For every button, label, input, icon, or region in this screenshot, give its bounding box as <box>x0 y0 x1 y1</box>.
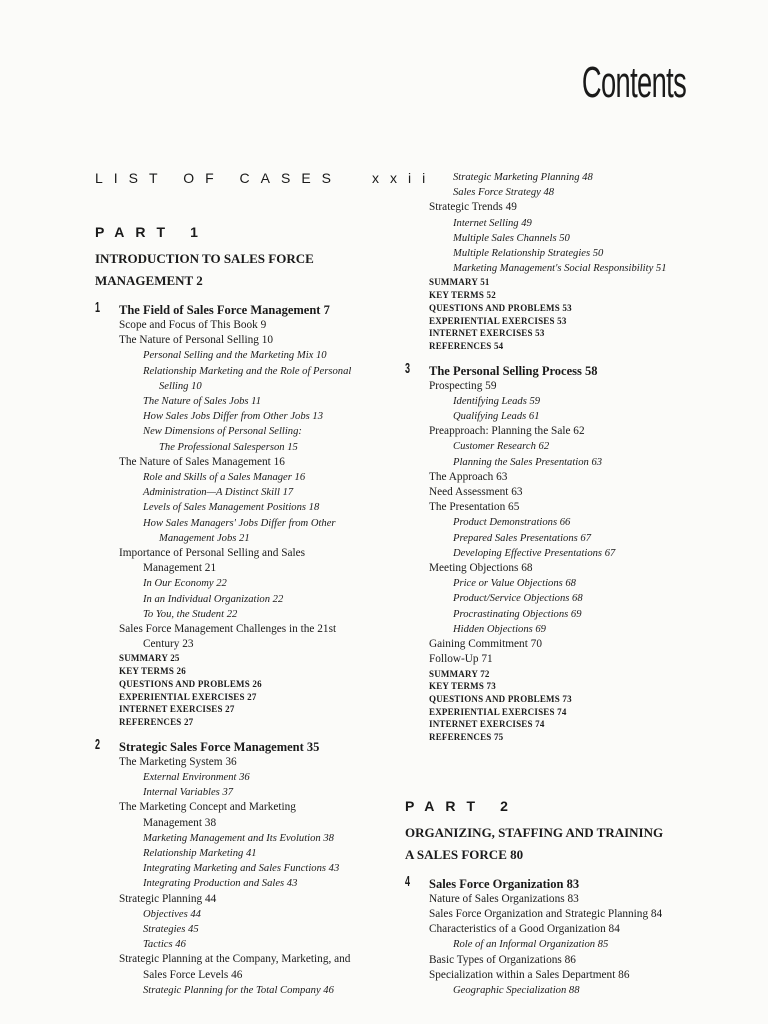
chapter-section-entry[interactable]: KEY TERMS 73 <box>429 681 496 692</box>
chapter-section-entry[interactable]: QUESTIONS AND PROBLEMS 73 <box>429 693 572 704</box>
subtopic-entry[interactable]: How Sales Jobs Differ from Other Jobs 13 <box>143 411 323 423</box>
topic-entry[interactable]: Sales Force Management Challenges in the 21st <box>119 623 337 636</box>
subtopic-entry[interactable]: Sales Force Strategy 48 <box>453 187 555 199</box>
topic-entry[interactable]: Management 38 <box>143 816 217 829</box>
chapter-number: 1 <box>95 299 101 316</box>
chapter-title: Sales Force Organization 83 <box>429 876 580 891</box>
topic-entry[interactable]: The Nature of Sales Management 16 <box>119 455 285 468</box>
chapter-section-entry[interactable]: SUMMARY 72 <box>429 668 490 679</box>
topic-entry[interactable]: Strategic Trends 49 <box>429 201 517 214</box>
subtopic-entry[interactable]: Price or Value Objections 68 <box>453 578 576 590</box>
chapter-title: The Field of Sales Force Management 7 <box>119 303 330 317</box>
part-title: MANAGEMENT 2 <box>95 273 203 288</box>
subtopic-entry[interactable]: Multiple Relationship Strategies 50 <box>453 248 604 260</box>
subtopic-entry[interactable]: Hidden Objections 69 <box>453 623 546 635</box>
part-title: INTRODUCTION TO SALES FORCE <box>95 251 314 266</box>
subtopic-entry[interactable]: The Nature of Sales Jobs 11 <box>143 396 261 408</box>
topic-entry[interactable]: The Marketing System 36 <box>119 755 237 768</box>
subtopic-entry[interactable]: Geographic Specialization 88 <box>453 984 580 996</box>
chapter-title: The Personal Selling Process 58 <box>429 363 598 378</box>
subtopic-entry[interactable]: Management Jobs 21 <box>159 532 250 544</box>
subtopic-entry[interactable]: Prepared Sales Presentations 67 <box>453 532 591 544</box>
subtopic-entry[interactable]: New Dimensions of Personal Selling: <box>143 426 302 438</box>
topic-entry[interactable]: Management 21 <box>143 562 217 575</box>
subtopic-entry[interactable]: In an Individual Organization 22 <box>143 593 284 605</box>
subtopic-entry[interactable]: Tactics 46 <box>143 939 186 951</box>
spacer <box>405 744 705 772</box>
topic-entry[interactable]: Specialization within a Sales Department 86 <box>429 968 630 981</box>
topic-entry[interactable]: Gaining Commitment 70 <box>429 638 542 651</box>
subtopic-entry[interactable]: Administration—A Distinct Skill 17 <box>143 487 294 499</box>
chapter-entry[interactable] <box>405 872 705 892</box>
topic-entry[interactable]: Century 23 <box>143 638 194 651</box>
chapter-number: 3 <box>405 359 411 377</box>
subtopic-entry[interactable]: Strategies 45 <box>143 923 199 935</box>
subtopic-entry[interactable]: Identifying Leads 59 <box>453 395 541 407</box>
subtopic-entry[interactable]: In Our Economy 22 <box>143 578 227 590</box>
chapter-section-entry[interactable]: INTERNET EXERCISES 27 <box>119 704 235 715</box>
subtopic-entry[interactable]: Multiple Sales Channels 50 <box>453 232 570 244</box>
topic-entry[interactable]: Importance of Personal Selling and Sales <box>119 547 306 560</box>
chapter-entry[interactable] <box>95 735 375 755</box>
subtopic-entry[interactable]: How Sales Managers' Jobs Differ from Other <box>143 517 336 529</box>
chapter-section-entry[interactable]: KEY TERMS 52 <box>429 290 496 301</box>
part-word: PART <box>95 224 177 240</box>
subtopic-entry[interactable]: Levels of Sales Management Positions 18 <box>143 502 320 514</box>
subtopic-entry[interactable]: Internal Variables 37 <box>143 787 234 799</box>
topic-entry[interactable]: Strategic Planning 44 <box>119 892 217 905</box>
spacer <box>95 186 375 198</box>
subtopic-entry[interactable]: Personal Selling and the Marketing Mix 10 <box>143 350 327 362</box>
subtopic-entry[interactable]: Qualifying Leads 61 <box>453 411 540 423</box>
subtopic-entry[interactable]: Relationship Marketing 41 <box>143 847 257 859</box>
topic-entry[interactable]: Sales Force Organization and Strategic Planning 84 <box>429 907 663 920</box>
topic-entry[interactable]: Characteristics of a Good Organization 84 <box>429 923 620 936</box>
topic-entry[interactable]: Basic Types of Organizations 86 <box>429 953 576 966</box>
chapter-entry[interactable] <box>95 299 375 318</box>
toc-left-column <box>95 170 437 998</box>
chapter-section-entry[interactable]: SUMMARY 25 <box>119 653 180 664</box>
topic-entry[interactable]: Scope and Focus of This Book 9 <box>119 319 267 331</box>
chapter-section-entry[interactable]: EXPERIENTIAL EXERCISES 74 <box>429 706 567 717</box>
chapter-section-entry[interactable]: EXPERIENTIAL EXERCISES 53 <box>429 315 567 326</box>
page-title: Contents <box>581 58 686 107</box>
topic-entry[interactable]: The Marketing Concept and Marketing <box>119 801 296 814</box>
toc-right-column <box>405 170 705 998</box>
chapter-section-entry[interactable]: INTERNET EXERCISES 74 <box>429 719 545 730</box>
subtopic-entry[interactable]: Marketing Management and Its Evolution 38 <box>143 832 334 844</box>
list-of-cases-heading <box>95 170 437 186</box>
chapter-section-entry[interactable]: REFERENCES 27 <box>119 716 194 727</box>
part-label <box>405 798 705 814</box>
subtopic-entry[interactable]: Strategic Marketing Planning 48 <box>453 172 593 183</box>
topic-entry[interactable]: The Nature of Personal Selling 10 <box>119 334 274 347</box>
subtopic-entry[interactable]: Procrastinating Objections 69 <box>453 608 582 620</box>
subtopic-entry[interactable]: Customer Research 62 <box>453 441 550 453</box>
subtopic-entry[interactable]: Developing Effective Presentations 67 <box>453 547 616 559</box>
subtopic-entry[interactable]: Role and Skills of a Sales Manager 16 <box>143 472 306 484</box>
subtopic-entry[interactable]: The Professional Salesperson 15 <box>159 441 298 453</box>
chapter-number: 4 <box>405 872 411 890</box>
part-title: ORGANIZING, STAFFING AND TRAINING <box>405 824 664 840</box>
topic-entry[interactable]: Strategic Planning at the Company, Marketing, and <box>119 953 351 966</box>
subtopic-entry[interactable]: Strategic Planning for the Total Company 46 <box>143 984 334 996</box>
subtopic-entry[interactable]: Selling 10 <box>159 380 202 392</box>
subtopic-entry[interactable]: Role of an Informal Organization 85 <box>453 939 609 951</box>
heading-text: LIST OF CASES <box>95 170 342 186</box>
part-title: A SALES FORCE 80 <box>405 846 524 862</box>
subtopic-entry[interactable]: External Environment 36 <box>143 771 250 783</box>
chapter-title: Strategic Sales Force Management 35 <box>119 739 320 754</box>
topic-entry[interactable]: Follow-Up 71 <box>429 653 493 666</box>
subtopic-entry[interactable]: To You, the Student 22 <box>143 608 238 620</box>
subtopic-entry[interactable]: Internet Selling 49 <box>453 217 532 229</box>
chapter-entry[interactable] <box>405 359 705 379</box>
topic-entry[interactable]: Prospecting 59 <box>429 379 497 392</box>
chapter-section-entry[interactable]: REFERENCES 54 <box>429 340 504 351</box>
subtopic-entry[interactable]: Planning the Sales Presentation 63 <box>453 456 603 468</box>
topic-entry[interactable]: Sales Force Levels 46 <box>143 968 243 981</box>
topic-entry[interactable]: The Approach 63 <box>429 470 508 483</box>
subtopic-entry[interactable]: Integrating Marketing and Sales Functions 43 <box>143 863 340 875</box>
subtopic-entry[interactable]: Product/Service Objections 68 <box>453 593 583 605</box>
topic-entry[interactable]: Need Assessment 63 <box>429 486 523 499</box>
part-word: PART <box>405 797 487 814</box>
part-number: 2 <box>500 797 519 814</box>
subtopic-entry[interactable]: Marketing Management's Social Responsibility 51 <box>453 263 667 275</box>
chapter-section-entry[interactable]: KEY TERMS 26 <box>119 666 186 677</box>
topic-entry[interactable]: Meeting Objections 68 <box>429 562 533 575</box>
subtopic-entry[interactable]: Objectives 44 <box>143 908 201 920</box>
chapter-section-entry[interactable]: REFERENCES 75 <box>429 732 504 743</box>
topic-entry[interactable]: The Presentation 65 <box>429 501 520 514</box>
chapter-section-entry[interactable]: QUESTIONS AND PROBLEMS 53 <box>429 302 572 313</box>
chapter-section-entry[interactable]: SUMMARY 51 <box>429 277 490 288</box>
chapter-section-entry[interactable]: INTERNET EXERCISES 53 <box>429 328 545 339</box>
chapter-section-entry[interactable]: EXPERIENTIAL EXERCISES 27 <box>119 691 257 702</box>
part-label <box>95 224 375 240</box>
topic-entry[interactable]: Nature of Sales Organizations 83 <box>429 892 579 905</box>
topic-entry[interactable]: Preapproach: Planning the Sale 62 <box>429 425 585 438</box>
chapter-section-entry[interactable]: QUESTIONS AND PROBLEMS 26 <box>119 678 262 689</box>
subtopic-entry[interactable]: Relationship Marketing and the Role of Personal <box>143 365 352 377</box>
subtopic-entry[interactable]: Integrating Production and Sales 43 <box>143 878 298 890</box>
part-number: 1 <box>190 224 209 240</box>
heading-page: xxii <box>372 170 437 186</box>
subtopic-entry[interactable]: Product Demonstrations 66 <box>453 517 571 529</box>
chapter-number: 2 <box>95 735 101 753</box>
